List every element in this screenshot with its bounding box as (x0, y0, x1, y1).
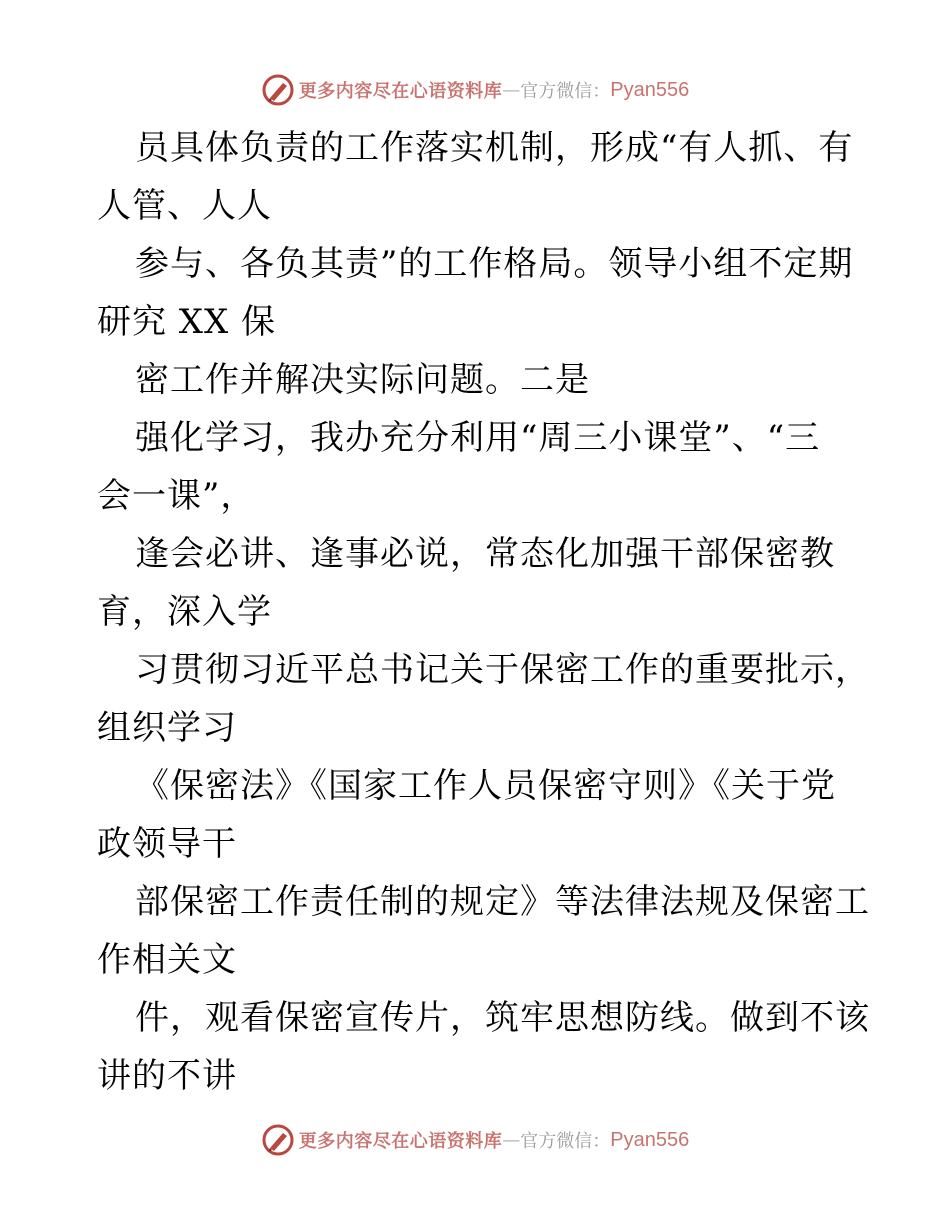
body-line: 逢会必讲、逢事必说，常态化加强干部保密教 (135, 534, 835, 574)
body-line: 育，深入学 (97, 592, 272, 632)
body-line: 员具体负责的工作落实机制，形成“有人抓、有 (135, 128, 854, 168)
body-line: 人管、人人 (97, 186, 272, 226)
body-line: 讲的不讲 (97, 1056, 237, 1096)
body-line: 会一课”， (97, 476, 256, 516)
body-line: 密工作并解决实际问题。二是 (135, 360, 590, 400)
body-line: 件，观看保密宣传片，筑牢思想防线。做到不该 (135, 998, 870, 1038)
wechat-label: 官方微信： (520, 1131, 611, 1152)
watermark-separator: — (502, 79, 521, 101)
watermark-text: 更多内容尽在心语资料库 (298, 1131, 503, 1152)
body-line: 组织学习 (97, 708, 237, 748)
body-line: 政领导干 (97, 824, 237, 864)
body-line: 部保密工作责任制的规定》等法律法规及保密工 (135, 882, 870, 922)
pen-logo-icon (261, 1123, 295, 1157)
body-line: 参与、各负其责”的工作格局。领导小组不定期 (135, 244, 854, 284)
wechat-id: Pyan556 (610, 78, 690, 101)
body-line: 作相关文 (97, 940, 237, 980)
wechat-id: Pyan556 (610, 1128, 690, 1151)
body-line: 强化学习，我办充分利用“周三小课堂”、“三 (135, 418, 821, 458)
footer-watermark (0, 1120, 950, 1160)
body-line: 《保密法》《国家工作人员保密守则》《关于党 (135, 766, 836, 806)
watermark-text: 更多内容尽在心语资料库 (298, 81, 503, 102)
body-line: 研究 XX 保 (97, 302, 277, 342)
watermark-separator: — (502, 1129, 521, 1151)
wechat-label: 官方微信： (520, 81, 611, 102)
body-line: 习贯彻习近平总书记关于保密工作的重要批示， (135, 650, 870, 690)
